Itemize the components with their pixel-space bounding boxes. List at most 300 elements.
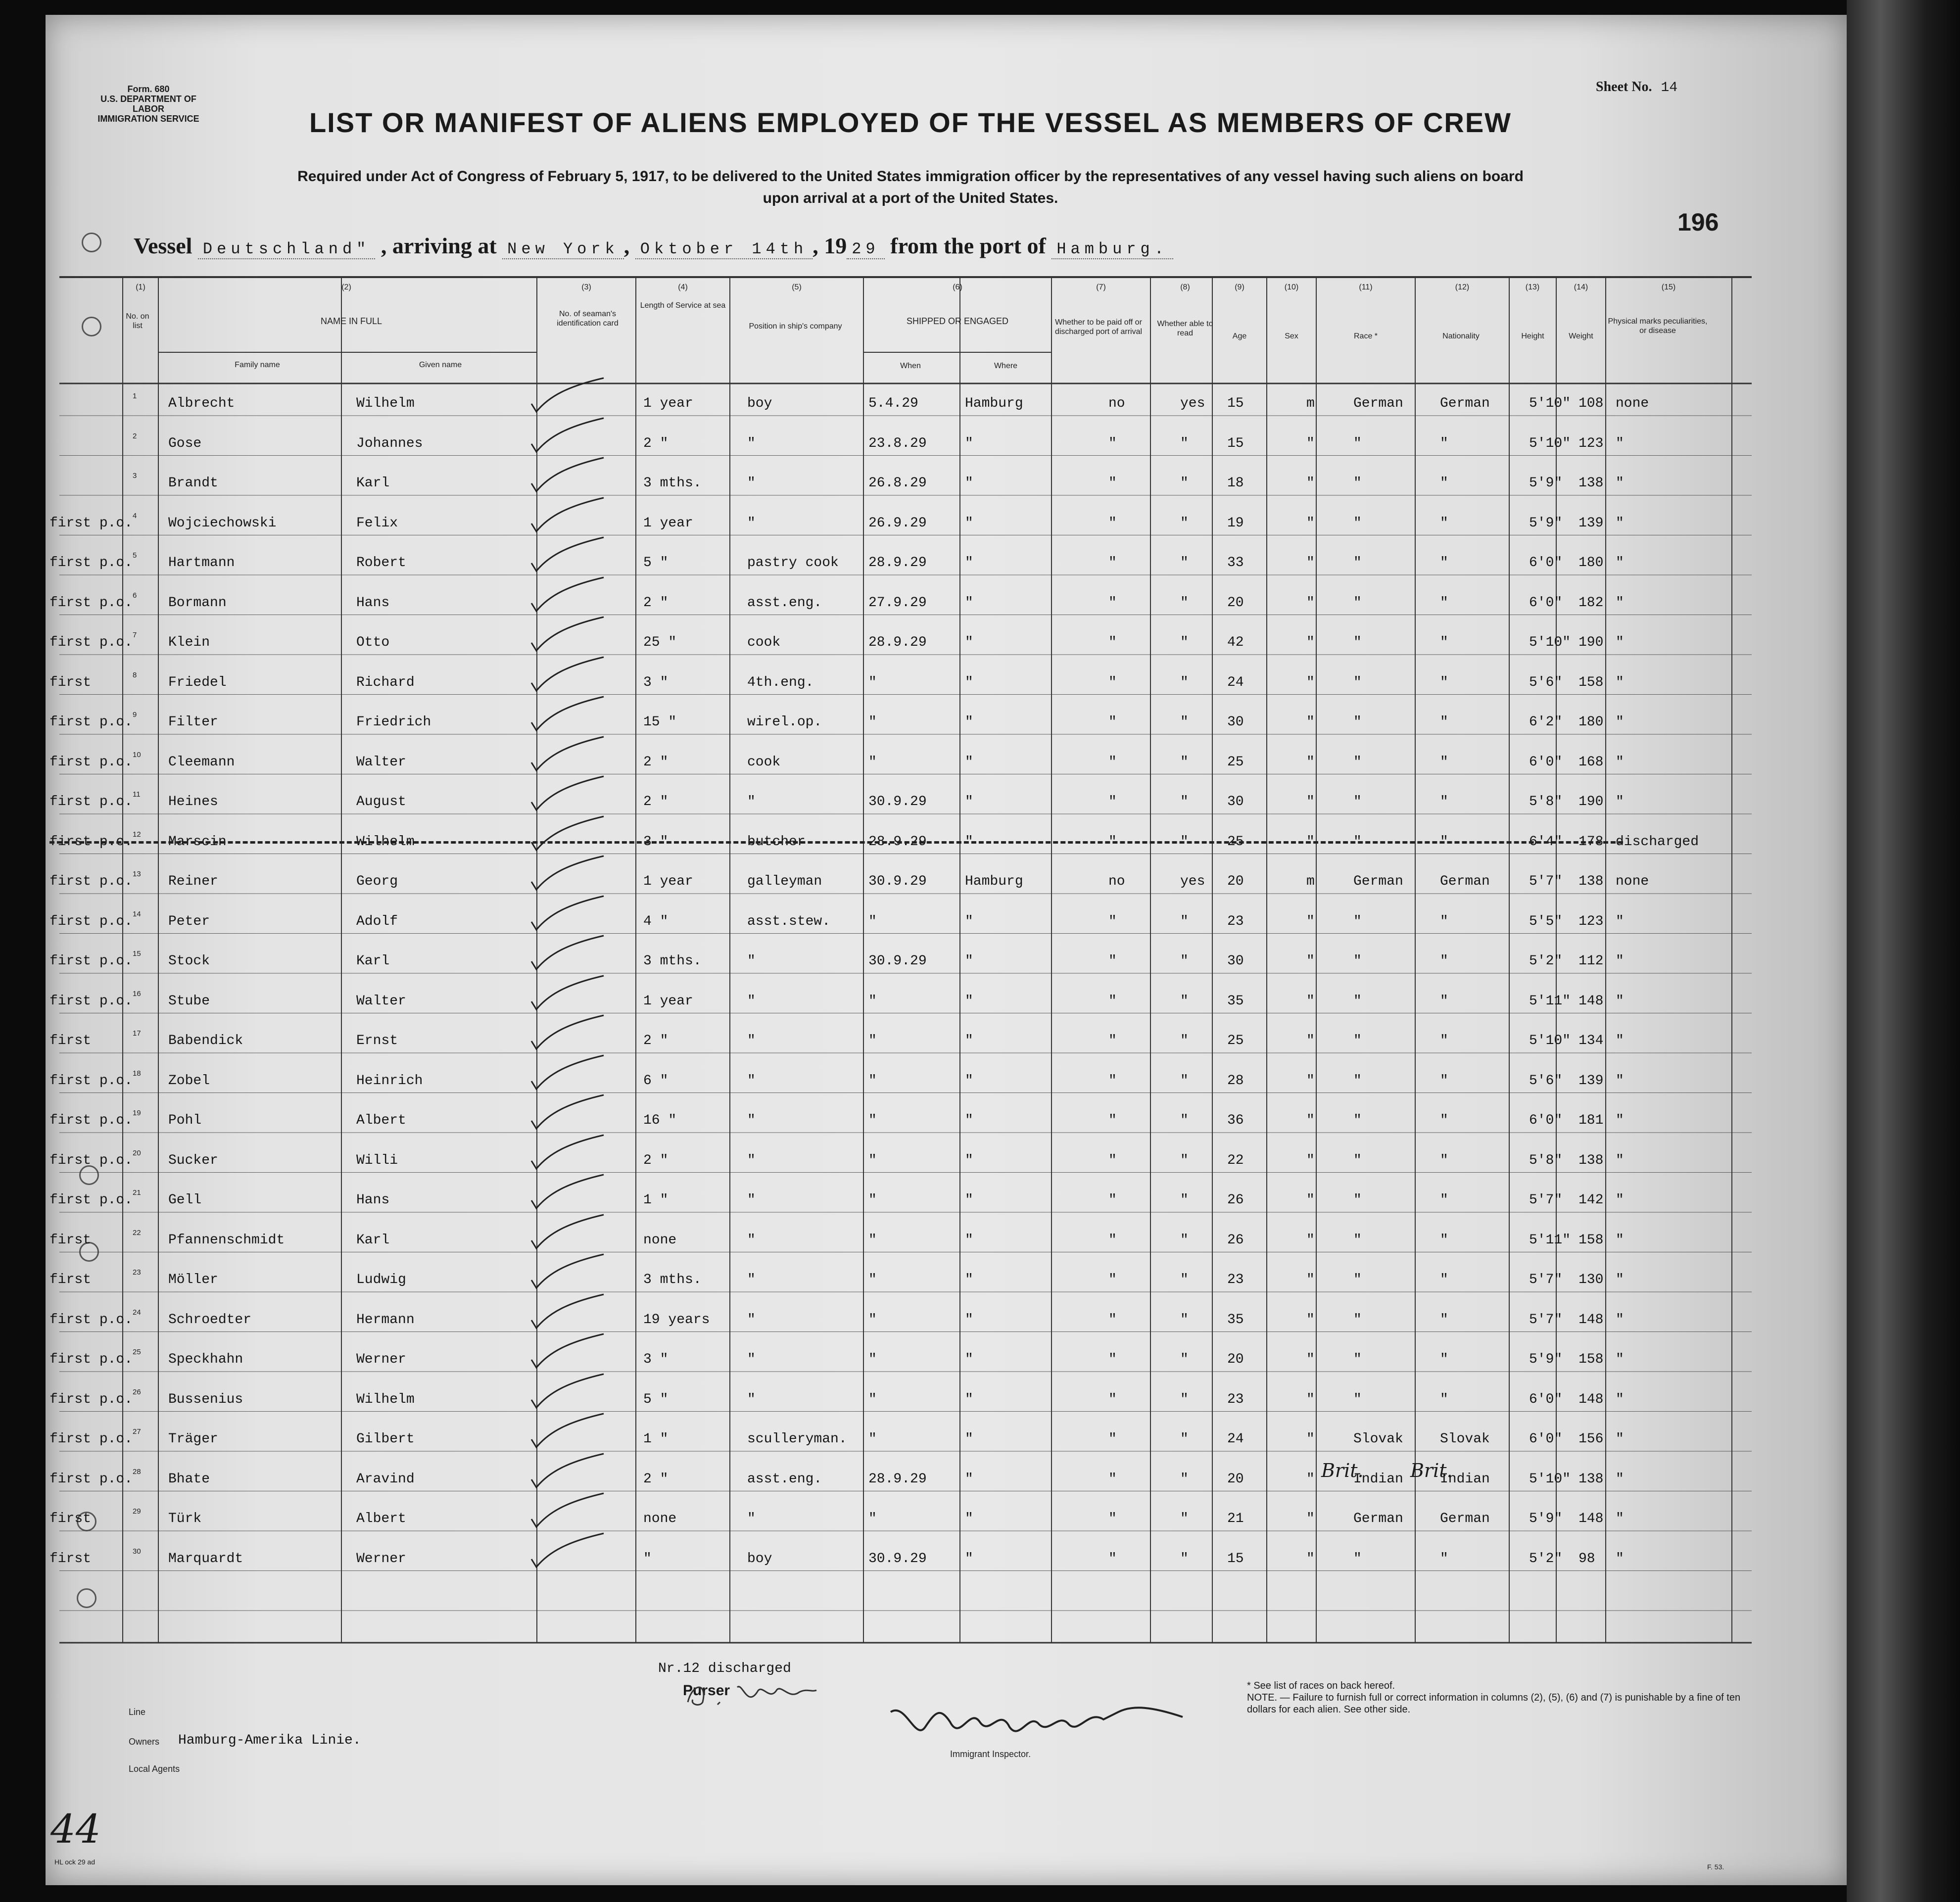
able-to-read: " — [1180, 1471, 1189, 1487]
position: butcher — [747, 834, 806, 850]
engaged-when: " — [868, 1192, 877, 1208]
list-number: 6 — [133, 591, 137, 600]
list-number: 16 — [133, 989, 141, 998]
list-number: 19 — [133, 1109, 141, 1117]
list-number: 17 — [133, 1029, 141, 1038]
able-to-read: " — [1180, 993, 1189, 1009]
weight: 123 — [1578, 913, 1604, 929]
service-length: 3 " — [643, 674, 669, 690]
height: 5'8" — [1529, 1152, 1563, 1168]
given-name: Aravind — [356, 1471, 415, 1487]
paid-off: " — [1108, 834, 1117, 850]
service-length: 3 " — [643, 834, 669, 850]
sex: " — [1306, 1152, 1315, 1168]
race: " — [1353, 435, 1362, 451]
position: boy — [747, 396, 772, 411]
engaged-when: " — [868, 1033, 877, 1048]
age: 36 — [1227, 1113, 1244, 1128]
row-prefix: first p.o. — [49, 874, 133, 889]
paid-off: " — [1108, 993, 1117, 1009]
purser-signature — [683, 1677, 831, 1712]
paid-off: " — [1108, 674, 1117, 690]
weight: 138 — [1578, 1471, 1604, 1487]
weight: 178 — [1578, 834, 1604, 850]
height: 6'0" — [1529, 1431, 1563, 1447]
service-length: 15 " — [643, 714, 677, 730]
position: sculleryman. — [747, 1431, 847, 1447]
height: 5'10" — [1529, 1033, 1571, 1048]
position: cook — [747, 635, 781, 650]
age: 20 — [1227, 874, 1244, 889]
physical-marks: " — [1616, 1431, 1624, 1447]
engaged-when: " — [868, 993, 877, 1009]
service-length: 25 " — [643, 635, 677, 650]
race: " — [1353, 1352, 1362, 1367]
weight: 158 — [1578, 674, 1604, 690]
engaged-where: " — [965, 476, 973, 491]
race: German — [1353, 1511, 1403, 1526]
weight: 180 — [1578, 555, 1604, 571]
able-to-read: " — [1180, 1033, 1189, 1048]
able-to-read: " — [1180, 1192, 1189, 1208]
nationality: Slovak — [1440, 1431, 1490, 1447]
physical-marks: " — [1616, 515, 1624, 531]
handwritten-brit: Brit. — [1410, 1460, 1453, 1481]
list-number: 7 — [133, 631, 137, 639]
height: 5'7" — [1529, 1192, 1563, 1208]
given-name: Gilbert — [356, 1431, 415, 1447]
list-number: 30 — [133, 1547, 141, 1556]
row-prefix: first p.o. — [49, 1471, 133, 1487]
header-where: Where — [994, 362, 1018, 370]
physical-marks: " — [1616, 674, 1624, 690]
service-length: 1 " — [643, 1192, 669, 1208]
row-prefix: first p.o. — [49, 1073, 133, 1089]
row-prefix: first p.o. — [49, 754, 133, 770]
able-to-read: " — [1180, 913, 1189, 929]
able-to-read: " — [1180, 555, 1189, 571]
column-number: (2) — [341, 283, 351, 291]
weight: 181 — [1578, 1113, 1604, 1128]
sex: " — [1306, 754, 1315, 770]
engaged-when: 28.9.29 — [868, 1471, 927, 1487]
year-prefix: 19 — [824, 233, 847, 258]
position: 4th.eng. — [747, 674, 814, 690]
height: 6'4" — [1529, 834, 1563, 850]
given-name: Karl — [356, 1232, 390, 1248]
purser-label: Purser — [683, 1682, 730, 1699]
service-length: none — [643, 1232, 677, 1248]
family-name: Peter — [168, 913, 210, 929]
position: " — [747, 1391, 756, 1407]
column-number: (13) — [1525, 283, 1540, 291]
binder-hole — [77, 1588, 96, 1608]
sex: " — [1306, 913, 1315, 929]
check-mark-icon — [529, 1452, 609, 1491]
sex: " — [1306, 435, 1315, 451]
physical-marks: " — [1616, 1391, 1624, 1407]
list-number: 3 — [133, 472, 137, 480]
column-number: (3) — [581, 283, 591, 291]
row-prefix: first p.o. — [49, 595, 133, 611]
paid-off: " — [1108, 476, 1117, 491]
engaged-when: 27.9.29 — [868, 595, 927, 611]
engaged-where: " — [965, 435, 973, 451]
sex: " — [1306, 953, 1315, 969]
row-prefix: first p.o. — [49, 555, 133, 571]
engaged-when: " — [868, 1312, 877, 1328]
weight: 180 — [1578, 714, 1604, 730]
family-name: Bussenius — [168, 1391, 243, 1407]
list-number: 8 — [133, 670, 137, 679]
engaged-when: " — [868, 1272, 877, 1287]
race: " — [1353, 595, 1362, 611]
height: 5'9" — [1529, 476, 1563, 491]
service-length: 16 " — [643, 1113, 677, 1128]
nationality: " — [1440, 1192, 1448, 1208]
family-name: Wojciechowski — [168, 515, 277, 531]
paid-off: " — [1108, 1073, 1117, 1089]
form-ref-line: U.S. DEPARTMENT OF LABOR — [100, 94, 196, 114]
position: " — [747, 435, 756, 451]
able-to-read: " — [1180, 1232, 1189, 1248]
column-number: (15) — [1661, 283, 1676, 291]
check-mark-icon — [529, 1372, 609, 1412]
weight: 123 — [1578, 435, 1604, 451]
header-age: Age — [1232, 332, 1247, 340]
nationality: " — [1440, 1551, 1448, 1567]
handwritten-brit: Brit. — [1321, 1460, 1364, 1481]
vessel-line: Vessel Deutschland" , arriving at New York , Oktober 14th , 19 29 from the port of Hamburg. — [134, 233, 1173, 259]
service-length: 4 " — [643, 913, 669, 929]
arrival-date: Oktober 14th — [635, 240, 813, 259]
form-ref-line: Form. 680 — [127, 84, 170, 94]
weight: 139 — [1578, 515, 1604, 531]
engaged-where: " — [965, 1272, 973, 1287]
owners-value: Hamburg-Amerika Linie. — [178, 1733, 361, 1748]
service-length: 19 years — [643, 1312, 710, 1328]
engaged-where: " — [965, 555, 973, 571]
column-number: (14) — [1574, 283, 1588, 291]
check-mark-icon — [529, 894, 609, 934]
family-name: Marscin — [168, 834, 227, 850]
check-mark-icon — [529, 854, 609, 894]
weight: 148 — [1578, 993, 1604, 1009]
family-name: Heines — [168, 794, 218, 809]
physical-marks: " — [1616, 1471, 1624, 1487]
row-prefix: first p.o. — [49, 1312, 133, 1328]
age: 22 — [1227, 1152, 1244, 1168]
header-sex: Sex — [1285, 332, 1298, 340]
check-mark-icon — [529, 1252, 609, 1292]
position: asst.eng. — [747, 595, 822, 611]
given-name: August — [356, 794, 406, 809]
paid-off: " — [1108, 913, 1117, 929]
sex: " — [1306, 834, 1315, 850]
service-length: 1 year — [643, 874, 693, 889]
paid-off: " — [1108, 754, 1117, 770]
paid-off: " — [1108, 794, 1117, 809]
nationality: " — [1440, 1272, 1448, 1287]
paid-off: " — [1108, 1192, 1117, 1208]
height: 6'0" — [1529, 1113, 1563, 1128]
family-name: Bormann — [168, 595, 227, 611]
given-name: Werner — [356, 1352, 406, 1367]
paid-off: " — [1108, 1471, 1117, 1487]
age: 30 — [1227, 953, 1244, 969]
family-name: Sucker — [168, 1152, 218, 1168]
check-mark-icon — [529, 416, 609, 456]
engaged-where: " — [965, 1551, 973, 1567]
column-number: (8) — [1180, 283, 1190, 291]
check-mark-icon — [529, 1292, 609, 1332]
given-name: Albert — [356, 1511, 406, 1526]
check-mark-icon — [529, 774, 609, 814]
family-name: Babendick — [168, 1033, 243, 1048]
list-number: 1 — [133, 392, 137, 400]
check-mark-icon — [529, 496, 609, 535]
list-number: 10 — [133, 750, 141, 759]
position: " — [747, 1352, 756, 1367]
service-length: 2 " — [643, 595, 669, 611]
engaged-when: 30.9.29 — [868, 794, 927, 809]
weight: 134 — [1578, 1033, 1604, 1048]
row-prefix: first p.o. — [49, 1152, 133, 1168]
list-number: 25 — [133, 1348, 141, 1356]
weight: 139 — [1578, 1073, 1604, 1089]
check-mark-icon — [529, 655, 609, 695]
given-name: Wilhelm — [356, 396, 415, 411]
engaged-when: 30.9.29 — [868, 874, 927, 889]
discharged-note: Nr.12 discharged — [658, 1661, 791, 1676]
form-ref-line: IMMIGRATION SERVICE — [97, 114, 199, 124]
service-length: 1 year — [643, 396, 693, 411]
given-name: Werner — [356, 1551, 406, 1567]
race: " — [1353, 1033, 1362, 1048]
engaged-where: " — [965, 635, 973, 650]
race: " — [1353, 635, 1362, 650]
page-title: LIST OR MANIFEST OF ALIENS EMPLOYED OF THE VESSEL AS MEMBERS OF CREW — [309, 107, 1512, 138]
given-name: Friedrich — [356, 714, 431, 730]
height: 5'10" — [1529, 1471, 1571, 1487]
able-to-read: " — [1180, 834, 1189, 850]
able-to-read: " — [1180, 635, 1189, 650]
engaged-where: " — [965, 1232, 973, 1248]
age: 18 — [1227, 476, 1244, 491]
age: 23 — [1227, 913, 1244, 929]
local-agents-label: Local Agents — [129, 1764, 180, 1774]
header-when: When — [900, 362, 921, 370]
list-number: 20 — [133, 1148, 141, 1157]
given-name: Ernst — [356, 1033, 398, 1048]
height: 5'10" — [1529, 635, 1571, 650]
physical-marks: " — [1616, 476, 1624, 491]
physical-marks: " — [1616, 435, 1624, 451]
able-to-read: " — [1180, 1073, 1189, 1089]
given-name: Willi — [356, 1152, 398, 1168]
engaged-when: " — [868, 714, 877, 730]
able-to-read: " — [1180, 714, 1189, 730]
check-mark-icon — [529, 1133, 609, 1173]
service-length: 1 " — [643, 1431, 669, 1447]
sex: " — [1306, 993, 1315, 1009]
sex: " — [1306, 1312, 1315, 1328]
family-name: Bhate — [168, 1471, 210, 1487]
header-physical: Physical marks peculiarities, or disease — [1608, 317, 1708, 335]
column-number: (10) — [1284, 283, 1299, 291]
sex: " — [1306, 1431, 1315, 1447]
sex: " — [1306, 1551, 1315, 1567]
given-name: Richard — [356, 674, 415, 690]
position: " — [747, 953, 756, 969]
nationality: " — [1440, 794, 1448, 809]
year-suffix: 29 — [847, 240, 884, 259]
nationality: " — [1440, 1152, 1448, 1168]
engaged-when: " — [868, 1152, 877, 1168]
row-prefix: first p.o. — [49, 1391, 133, 1407]
given-name: Ludwig — [356, 1272, 406, 1287]
given-name: Hans — [356, 595, 390, 611]
paid-off: " — [1108, 1511, 1117, 1526]
from-label: from the port of — [890, 233, 1046, 258]
requirement-text — [124, 166, 1697, 209]
header-name-in-full: NAME IN FULL — [320, 316, 382, 326]
check-mark-icon — [529, 1491, 609, 1531]
age: 20 — [1227, 1471, 1244, 1487]
row-prefix: first p.o. — [49, 1113, 133, 1128]
race: " — [1353, 754, 1362, 770]
sex: " — [1306, 1113, 1315, 1128]
paid-off: " — [1108, 435, 1117, 451]
engaged-when: " — [868, 1352, 877, 1367]
check-mark-icon — [529, 376, 609, 416]
given-name: Heinrich — [356, 1073, 423, 1089]
list-number: 11 — [133, 790, 141, 799]
position: asst.stew. — [747, 913, 831, 929]
race: Slovak — [1353, 1431, 1403, 1447]
sex: " — [1306, 1232, 1315, 1248]
able-to-read: yes — [1180, 874, 1205, 889]
check-mark-icon — [529, 535, 609, 575]
height: 5'9" — [1529, 1352, 1563, 1367]
row-prefix: first p.o. — [49, 913, 133, 929]
nationality: " — [1440, 674, 1448, 690]
sex: " — [1306, 1471, 1315, 1487]
header-race: Race * — [1353, 332, 1378, 340]
nationality: " — [1440, 435, 1448, 451]
inspector-label: Immigrant Inspector. — [950, 1749, 1031, 1759]
family-name: Möller — [168, 1272, 218, 1287]
physical-marks: " — [1616, 1033, 1624, 1048]
engaged-when: 30.9.29 — [868, 1551, 927, 1567]
row-prefix: first p.o. — [49, 834, 133, 850]
age: 42 — [1227, 635, 1244, 650]
physical-marks: " — [1616, 1192, 1624, 1208]
engaged-when: 23.8.29 — [868, 435, 927, 451]
age: 30 — [1227, 714, 1244, 730]
weight: 142 — [1578, 1192, 1604, 1208]
engaged-when: " — [868, 1232, 877, 1248]
family-name: Pohl — [168, 1113, 202, 1128]
position: cook — [747, 754, 781, 770]
engaged-where: " — [965, 1431, 973, 1447]
row-prefix: first — [49, 1232, 92, 1248]
physical-marks: none — [1616, 396, 1649, 411]
age: 35 — [1227, 993, 1244, 1009]
engaged-when: " — [868, 754, 877, 770]
family-name: Gose — [168, 435, 202, 451]
paid-off: " — [1108, 555, 1117, 571]
service-length: 2 " — [643, 1471, 669, 1487]
engaged-where: " — [965, 595, 973, 611]
able-to-read: " — [1180, 754, 1189, 770]
position: " — [747, 1272, 756, 1287]
engaged-where: " — [965, 1471, 973, 1487]
service-length: 3 " — [643, 1352, 669, 1367]
engaged-when: " — [868, 1431, 877, 1447]
nationality: " — [1440, 515, 1448, 531]
header-shipped: SHIPPED OR ENGAGED — [906, 316, 1009, 326]
position: " — [747, 515, 756, 531]
weight: 138 — [1578, 1152, 1604, 1168]
race: Indian — [1353, 1471, 1403, 1487]
sex: " — [1306, 1511, 1315, 1526]
row-prefix: first — [49, 1272, 92, 1287]
able-to-read: " — [1180, 435, 1189, 451]
position: " — [747, 476, 756, 491]
family-name: Cleemann — [168, 754, 235, 770]
physical-marks: " — [1616, 555, 1624, 571]
engaged-when: " — [868, 913, 877, 929]
row-prefix: first p.o. — [49, 1192, 133, 1208]
check-mark-icon — [529, 814, 609, 854]
scan-edge — [1847, 0, 1960, 1902]
check-mark-icon — [529, 1053, 609, 1093]
height: 6'0" — [1529, 754, 1563, 770]
engaged-where: " — [965, 913, 973, 929]
column-number: (6) — [953, 283, 962, 291]
list-number: 23 — [133, 1268, 141, 1277]
race: German — [1353, 874, 1403, 889]
column-number: (12) — [1455, 283, 1470, 291]
check-mark-icon — [529, 1173, 609, 1212]
binder-hole — [82, 317, 101, 336]
given-name: Karl — [356, 476, 390, 491]
race: " — [1353, 993, 1362, 1009]
header-paid-off: Whether to be paid off or discharged port of arrival — [1054, 318, 1143, 336]
family-name: Gell — [168, 1192, 202, 1208]
weight: 148 — [1578, 1511, 1604, 1526]
nationality: " — [1440, 913, 1448, 929]
family-name: Schroedter — [168, 1312, 252, 1328]
physical-marks: " — [1616, 1511, 1624, 1526]
service-length: none — [643, 1511, 677, 1526]
row-prefix: first p.o. — [49, 635, 133, 650]
race: " — [1353, 1073, 1362, 1089]
race: " — [1353, 1391, 1362, 1407]
paid-off: no — [1108, 396, 1125, 411]
race: " — [1353, 476, 1362, 491]
list-number: 22 — [133, 1228, 141, 1237]
paid-off: " — [1108, 1232, 1117, 1248]
race: " — [1353, 794, 1362, 809]
nationality: " — [1440, 1391, 1448, 1407]
departure-port: Hamburg. — [1052, 240, 1173, 259]
able-to-read: yes — [1180, 396, 1205, 411]
paid-off: " — [1108, 714, 1117, 730]
weight: 98 — [1578, 1551, 1595, 1567]
row-prefix: first p.o. — [49, 993, 133, 1009]
